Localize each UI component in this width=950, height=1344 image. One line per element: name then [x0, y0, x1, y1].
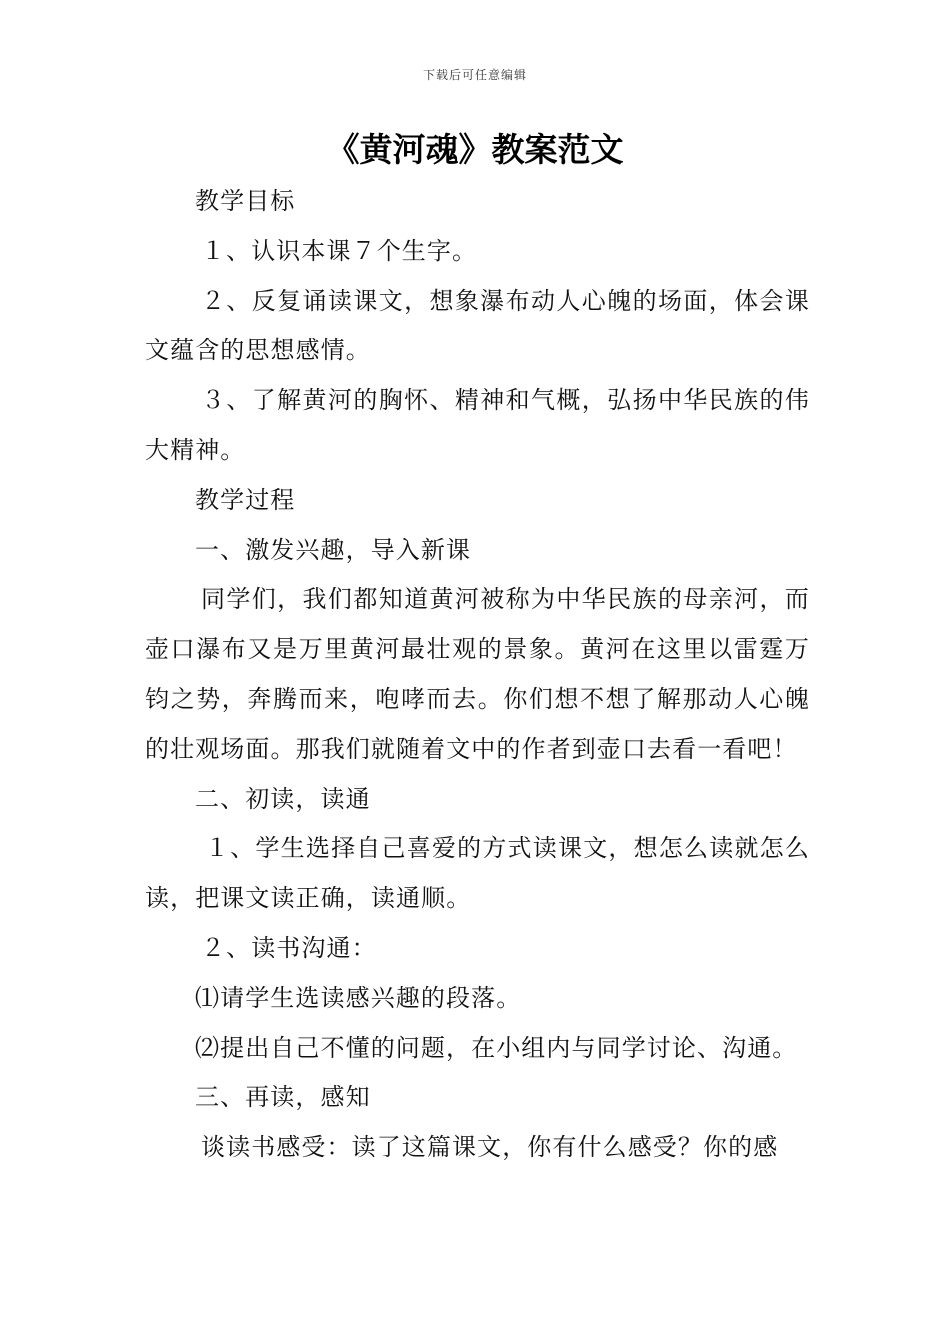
objective-item-1: １、认识本课７个生字。 [201, 236, 478, 265]
objective-item-3: ３、了解黄河的胸怀、精神和气概，弘扬中华民族的伟大精神。 [145, 386, 810, 464]
section-heading-objectives: 教学目标 [195, 187, 296, 215]
step-2-item-2: ２、读书沟通： [201, 933, 377, 962]
step-2-subitem-1: ⑴请学生选读感兴趣的段落。 [195, 983, 522, 1012]
step-2-subitem-2: ⑵提出自己不懂的问题，在小组内与同学讨论、沟通。 [195, 1033, 798, 1062]
paragraph-intro: 同学们，我们都知道黄河被称为中华民族的母亲河，而壶口瀑布又是万里黄河最壮观的景象。黄河在这里以雷霆万钧之势，奔腾而来，咆哮而去。你们想不想了解那动人心魄的壮观场面。那我们就随着文中的作者到壶口去看一看吧！ [145, 585, 810, 763]
step-3-text: 谈读书感受：读了这篇课文，你有什么感受？你的感 [201, 1133, 779, 1162]
objective-item-2: ２、反复诵读课文，想象瀑布动人心魄的场面，体会课文蕴含的思想感情。 [145, 286, 810, 365]
header-note: 下载后可任意编辑 [422, 68, 527, 82]
section-heading-process: 教学过程 [195, 485, 296, 514]
document-title: 《黄河魂》教案范文 [326, 130, 624, 169]
step-heading-3: 三、再读，感知 [195, 1083, 371, 1112]
step-heading-2: 二、初读，读通 [195, 784, 371, 813]
step-2-item-1: １、学生选择自己喜爱的方式读课文，想怎么读就怎么读，把课文读正确，读通顺。 [145, 834, 810, 913]
step-heading-1: 一、激发兴趣，导入新课 [195, 535, 472, 564]
document-body [145, 177, 810, 1173]
